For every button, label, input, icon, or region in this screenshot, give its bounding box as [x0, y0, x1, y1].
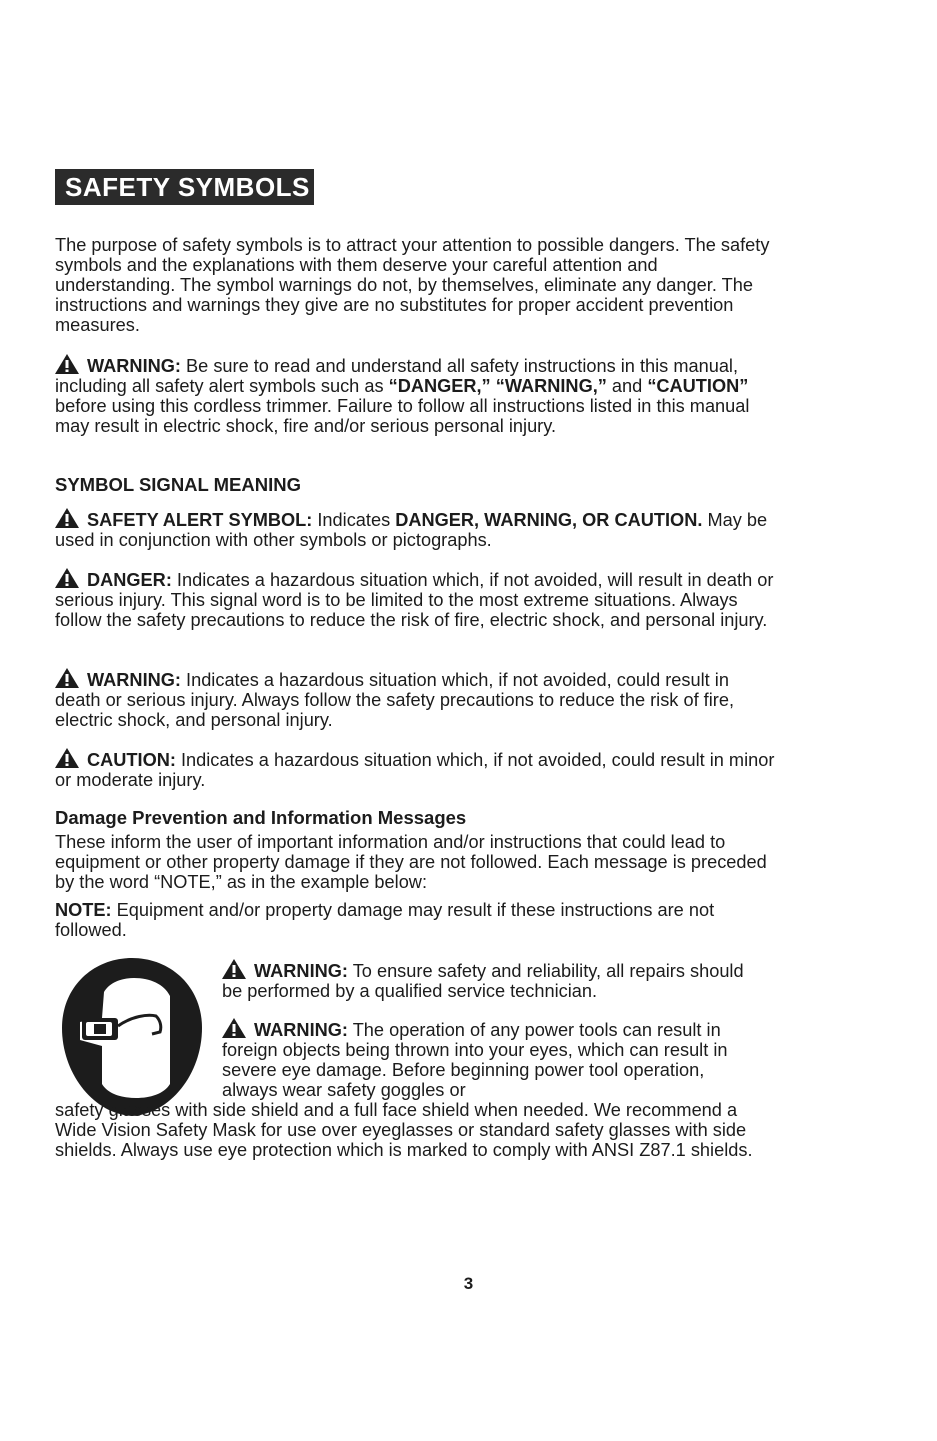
warning-text: The operation of any power tools can result in foreign objects being thrown into your eyes, which can result in severe eye damage. Before beginning power tool operation, always wear safety goggles or	[222, 1020, 728, 1100]
warning-triangle-icon	[55, 668, 79, 688]
safety-alert-text-2: May be used in conjunction with other symbols or pictographs.	[55, 510, 768, 550]
warning-triangle-icon	[55, 748, 79, 768]
caution-text: Indicates a hazardous situation which, if not avoided, could result in minor or moderate injury.	[55, 750, 775, 790]
note-label: NOTE:	[55, 900, 112, 920]
caution-label: CAUTION:	[87, 750, 176, 770]
note-entry	[55, 900, 775, 940]
warning-text-continued: safety glasses with side shield and a full face shield when needed. We recommend a Wide Vision Safety Mask for use over eyeglasses or standard safety glasses with side shields. Always use eye protection which is marked to comply with ANSI Z87.1 shields.	[55, 1100, 753, 1160]
section-banner	[55, 169, 314, 205]
warning-label: WARNING:	[254, 961, 348, 981]
danger-term: “DANGER,”	[388, 376, 491, 396]
caution-entry	[55, 748, 775, 790]
damage-section-title: Damage Prevention and Information Messages	[55, 807, 467, 828]
note-text: Equipment and/or property damage may result if these instructions are not followed.	[55, 900, 715, 940]
warning-text: To ensure safety and reliability, all repairs should be performed by a qualified service technician.	[222, 961, 744, 1001]
danger-entry	[55, 568, 775, 630]
warning-triangle-icon	[222, 1018, 246, 1038]
safety-alert-entry	[55, 508, 775, 550]
warning-repairs	[55, 959, 755, 1001]
intro-paragraph	[55, 235, 775, 335]
warning-entry	[55, 668, 775, 730]
warning-triangle-icon	[55, 354, 79, 374]
warning-text: Indicates a hazardous situation which, if not avoided, could result in death or serious injury. Always follow the safety precautions to reduce the risk of fire, electric shock, and personal injury.	[55, 670, 734, 730]
warning-label: WARNING:	[87, 356, 181, 376]
warning-text-2: before using this cordless trimmer. Failure to follow all instructions listed in this manual may result in electric shock, fire and/or serious personal injury.	[55, 396, 750, 436]
warning-label: WARNING:	[254, 1020, 348, 1040]
page-number: 3	[463, 1274, 474, 1293]
warning-term: “WARNING,”	[495, 376, 607, 396]
signal-words: DANGER, WARNING, OR CAUTION.	[395, 510, 703, 530]
and-text: and	[606, 376, 648, 396]
danger-text: Indicates a hazardous situation which, if not avoided, will result in death or serious injury. This signal word is to be limited to the most extreme situations. Always follow the safety precautions to reduce the risk of fire, electric shock, and personal injury.	[55, 570, 774, 630]
warning-triangle-icon	[55, 508, 79, 528]
safety-alert-label: SAFETY ALERT SYMBOL:	[87, 510, 313, 530]
damage-section	[55, 808, 775, 892]
intro-text: The purpose of safety symbols is to attract your attention to possible dangers. The safety symbols and the explanations with them deserve your careful attention and understanding. The symbol warnings do not, by themselves, eliminate any danger. The instructions and warnings they give are no substitutes for proper accident prevention measures.	[55, 235, 770, 335]
danger-label: DANGER:	[87, 570, 172, 590]
safety-alert-text: Indicates	[312, 510, 396, 530]
damage-section-text: These inform the user of important information and/or instructions that could lead to equipment or other property damage if they are not followed. Each message is preceded by the word “NOTE,” as in the example below:	[55, 832, 767, 892]
symbol-section-title: SYMBOL SIGNAL MEANING	[55, 474, 302, 495]
warning-text: Be sure to read and understand all safety instructions in this manual, including all safety alert symbols such as	[55, 356, 739, 396]
warning-general	[55, 354, 775, 436]
warning-triangle-icon	[55, 568, 79, 588]
section-title: SAFETY SYMBOLS	[65, 172, 310, 202]
symbol-section-heading	[55, 475, 775, 495]
warning-eye-protection	[55, 1018, 755, 1160]
warning-label: WARNING:	[87, 670, 181, 690]
caution-term: “CAUTION”	[647, 376, 749, 396]
warning-triangle-icon	[222, 959, 246, 979]
